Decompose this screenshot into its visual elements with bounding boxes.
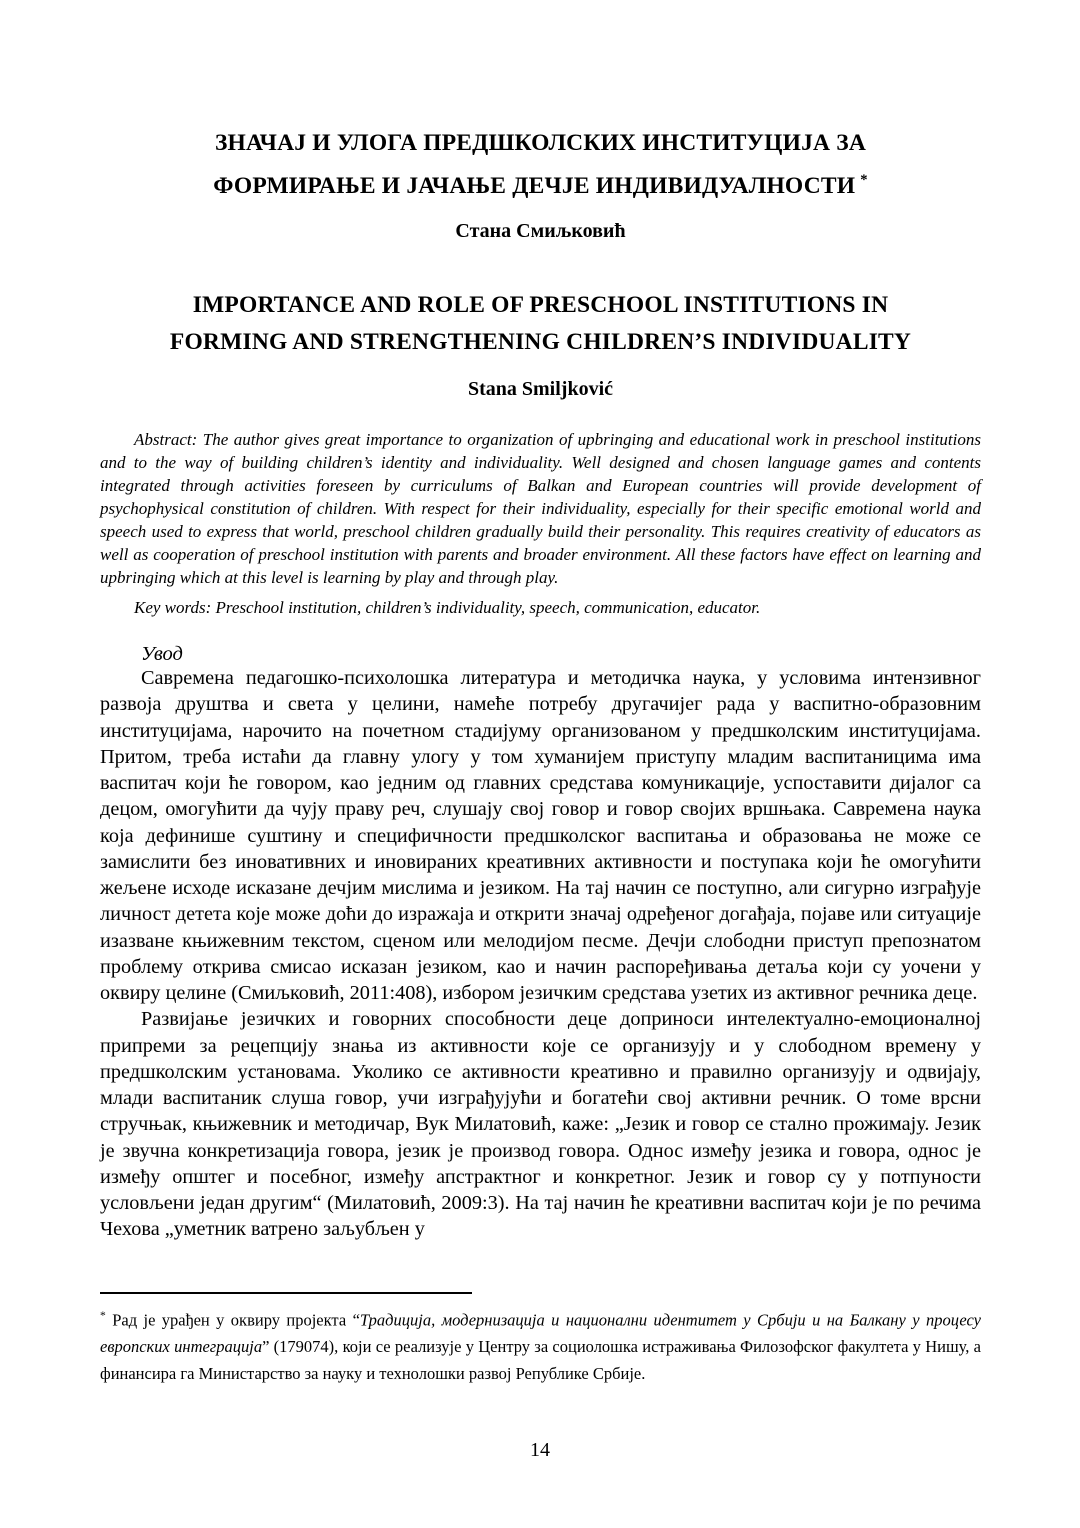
footnote-text xyxy=(100,1303,981,1387)
keywords-block xyxy=(100,596,981,619)
footnote-project-title: Традиција, модернизација и национални идентитет у Србији и на Балкану у процесу европских интеграција xyxy=(100,1310,981,1356)
footnote-text-start: Рад је урађен у оквиру пројекта “ xyxy=(105,1310,360,1330)
title-english-line1: IMPORTANCE AND ROLE OF PRESCHOOL INSTITUTIONS IN xyxy=(192,292,889,318)
title-english xyxy=(100,287,981,361)
footnote-separator-rule xyxy=(100,1292,472,1294)
title-serbian-line2: ФОРМИРАЊЕ И ЈАЧАЊЕ ДЕЧЈЕ ИНДИВИДУАЛНОСТИ xyxy=(213,172,856,199)
section-heading-uvod: Увод xyxy=(141,643,183,665)
title-footnote-marker: * xyxy=(860,172,868,188)
body-paragraph-1: Савремена педагошко-психолошка литература и методичка наука, у условима интензивног развоја друштва и света у целини, намеће потребу другачијег рада у васпитно-образовним институцијама, нарочито на почетном стадијуму организованом у предшколским институцијама. Притом, треба истаћи да главну улогу у том хуманијем приступу младим васпитаницима има васпитач који ће говором, као једним од главних средстава комуникације, успоставити дијалог са децом, омогућити да чују праву реч, слушају свој говор и говор својих вршњака. Савремена наука која дефинише суштину и специфичности предшколског васпитања и образовања не може се замислити без иновативних и иновираних креативних активности и поступака који ће омогућити жељене исходе исказане дечјим мислима и језиком. На тај начин се поступно, али сигурно изграђује личност детета које може доћи до изражаја и открити значај одређеног догађаја, појаве или ситуације изазване књижевним текстом, сценом или мелодијом песме. Дечји слободни приступ препознатом проблему открива смисао исказан језиком, као и начин распоређивања детаља који су уочени у оквиру целине (Смиљковић, 2011:408), избором језичким средстава узетих из активног речника деце. xyxy=(100,667,981,1004)
title-serbian-line1: ЗНАЧАЈ И УЛОГА ПРЕДШКОЛСКИХ ИНСТИТУЦИЈА ЗА xyxy=(214,130,867,156)
title-english-line2: FORMING AND STRENGTHENING CHILDREN’S INDIVIDUALITY xyxy=(169,329,912,355)
footnote-text-end: ” (179074), који се реализује у Центру за социолошка истраживања Филозофског факултета у Нишу, а финансира га Министарство за науку и технолошки развој Републике Србије. xyxy=(100,1337,981,1383)
body-text xyxy=(100,665,981,1243)
author-serbian: Стана Смиљковић xyxy=(455,220,626,242)
body-paragraph-2: Развијање језичких и говорних способности деце доприноси интелектуално-емоционалној припреми за рецепцију знања из активности које се организују и у слободном времену у предшколским установама. Уколико се активности креативно и правилно организују и одвијају, млади васпитаник слуша говор, учи изграђујући и богатећи свој активни речник. О томе врсни стручњак, књижевник и методичар, Вук Милатовић, каже: „Језик и говор се стално прожимају. Језик је звучна конкретизација говора, језик је производ говора. Однос између језика и говора, однос је између општег и посебног, између апстрактног и конкретног. Језик и говор су у потпуности условљени један другим“ (Милатовић, 2009:3). На тај начин ће креативни васпитач који је по речима Чехова „уметник ватрено заљубљен у xyxy=(100,1008,981,1241)
abstract-text: Abstract: The author gives great importance to organization of upbringing and educational work in preschool institutions and to the way of building children’s identity and individuality. Well designed and chosen language games and contents integrated through activities foreseen by curriculums of Balkan and European countries will provide development of psychophysical constitution of children. With respect for their individuality, especially for their specific emotional world and speech used to express that world, preschool children gradually build their personality. This requires creativity of educators as well as cooperation of preschool institution with parents and broader environment. All these factors have effect on learning and upbringing which at this level is learning by play and through play. xyxy=(100,430,981,587)
author-english: Stana Smiljković xyxy=(467,378,614,400)
footnote xyxy=(100,1292,981,1387)
keywords-text: Key words: Preschool institution, children’s individuality, speech, communication, educator. xyxy=(134,598,761,617)
footnote-marker: * xyxy=(100,1310,106,1322)
abstract-block xyxy=(100,428,981,589)
title-serbian xyxy=(100,125,981,205)
page-number: 14 xyxy=(530,1439,550,1461)
